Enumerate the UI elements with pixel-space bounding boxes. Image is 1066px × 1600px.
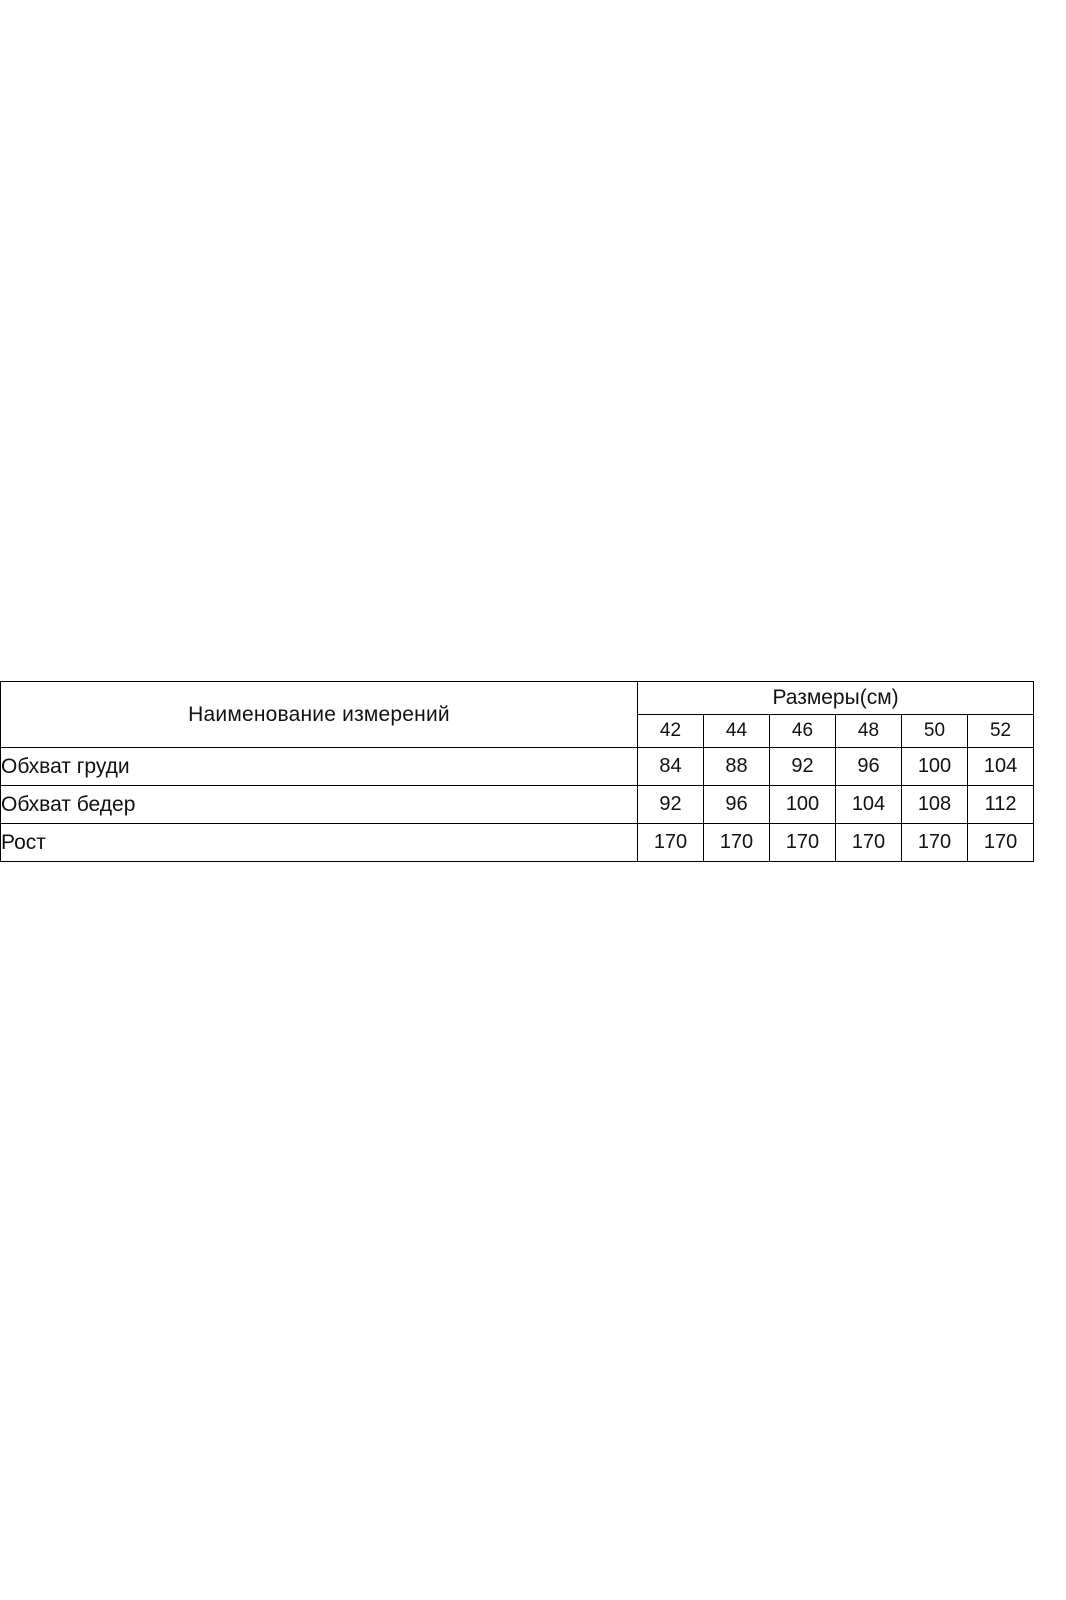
header-measurement-name: Наименование измерений (1, 682, 638, 748)
cell-value: 112 (968, 786, 1034, 824)
header-size-50: 50 (902, 715, 968, 748)
cell-value: 170 (836, 824, 902, 862)
table-row (1, 748, 1034, 786)
cell-value: 170 (638, 824, 704, 862)
size-chart (0, 681, 1034, 862)
row-label: Рост (1, 824, 638, 862)
table-body (1, 748, 1034, 862)
table-row (1, 824, 1034, 862)
cell-value: 96 (836, 748, 902, 786)
header-size-42: 42 (638, 715, 704, 748)
cell-value: 100 (902, 748, 968, 786)
header-sizes-group: Размеры(см) (638, 682, 1034, 715)
cell-value: 92 (770, 748, 836, 786)
row-label: Обхват бедер (1, 786, 638, 824)
cell-value: 108 (902, 786, 968, 824)
table-head (1, 682, 1034, 748)
cell-value: 170 (968, 824, 1034, 862)
header-size-44: 44 (704, 715, 770, 748)
cell-value: 170 (902, 824, 968, 862)
cell-value: 170 (704, 824, 770, 862)
header-size-52: 52 (968, 715, 1034, 748)
cell-value: 88 (704, 748, 770, 786)
cell-value: 96 (704, 786, 770, 824)
cell-value: 92 (638, 786, 704, 824)
cell-value: 84 (638, 748, 704, 786)
row-label: Обхват груди (1, 748, 638, 786)
cell-value: 104 (836, 786, 902, 824)
header-size-46: 46 (770, 715, 836, 748)
cell-value: 104 (968, 748, 1034, 786)
table-header-row-1 (1, 682, 1034, 715)
table-row (1, 786, 1034, 824)
size-table (0, 681, 1034, 862)
header-size-48: 48 (836, 715, 902, 748)
cell-value: 170 (770, 824, 836, 862)
cell-value: 100 (770, 786, 836, 824)
